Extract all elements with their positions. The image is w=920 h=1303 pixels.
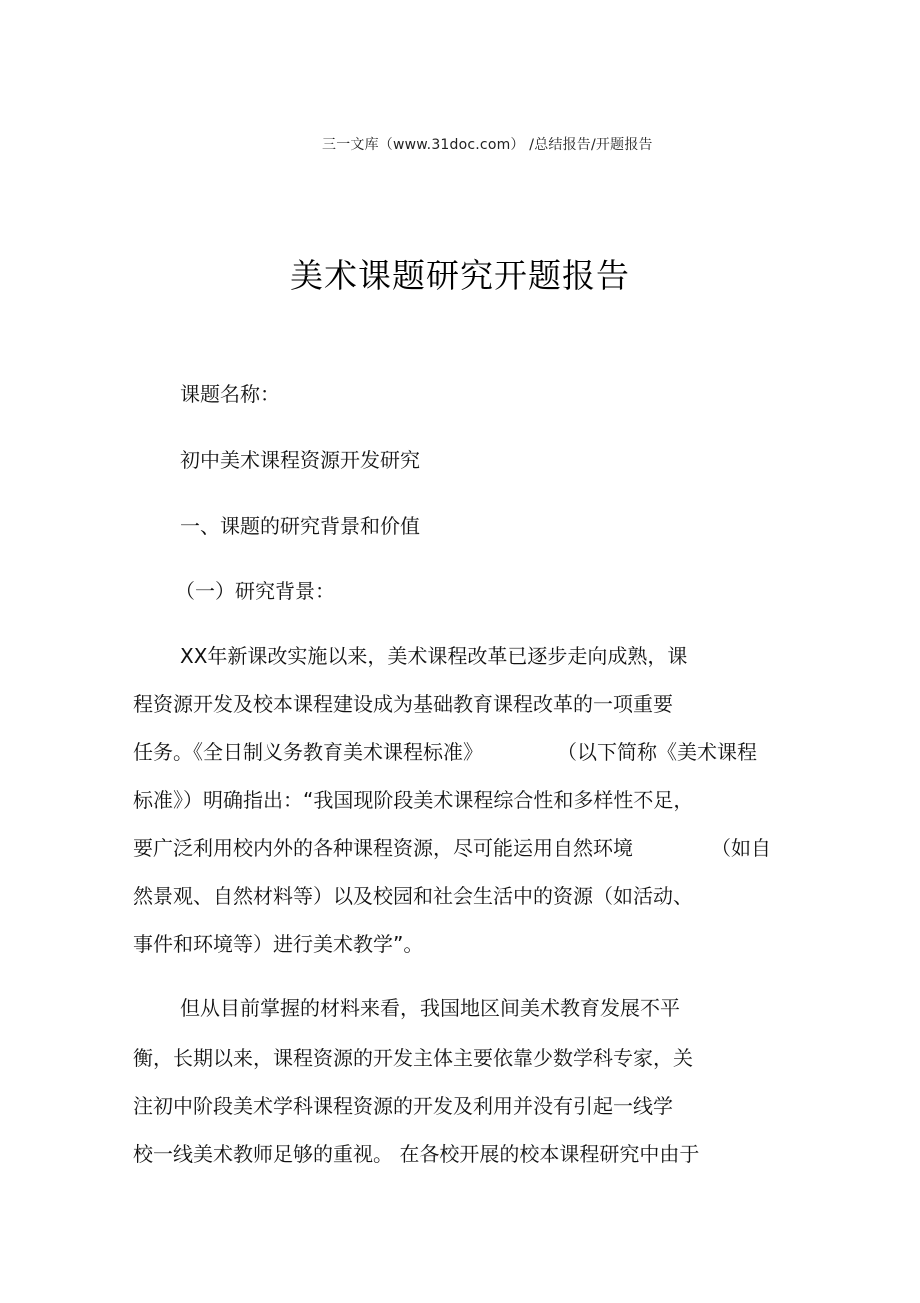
paragraph-2-line-1: 但从目前掌握的材料来看，我国地区间美术教育发展不平 bbox=[180, 996, 680, 1020]
paragraph-2-line-4: 校一线美术教师足够的重视。 在各校开展的校本课程研究中由于 bbox=[133, 1142, 700, 1166]
paragraph-1-line-5-left: 要广泛利用校内外的各种课程资源，尽可能运用自然环境 bbox=[133, 836, 633, 860]
paragraph-1-line-5-right: （如自 bbox=[711, 836, 771, 860]
paragraph-1-line-5 bbox=[133, 832, 771, 861]
topic-label: 课题名称： bbox=[180, 382, 280, 406]
paragraph-1-line-4: 标准》）明确指出：“我国现阶段美术课程综合性和多样性不足， bbox=[133, 788, 694, 812]
paragraph-2-line-2: 衡，长期以来，课程资源的开发主体主要依靠少数学科专家，关 bbox=[133, 1046, 693, 1070]
paragraph-1-line-7: 事件和环境等）进行美术教学”。 bbox=[133, 932, 424, 956]
paragraph-1-line-3-left: 任务。《全日制义务教育美术课程标准》 bbox=[133, 740, 483, 764]
subsection-heading-background: （一）研究背景： bbox=[175, 579, 335, 603]
paragraph-2-line-3: 注初中阶段美术学科课程资源的开发及利用并没有引起一线学 bbox=[133, 1094, 673, 1118]
paragraph-1-line-6: 然景观、自然材料等）以及校园和社会生活中的资源（如活动、 bbox=[133, 884, 693, 908]
topic-name: 初中美术课程资源开发研究 bbox=[180, 448, 420, 472]
paragraph-1-line-2: 程资源开发及校本课程建设成为基础教育课程改革的一项重要 bbox=[133, 692, 673, 716]
source-header: 三一文库（www.31doc.com） /总结报告/开题报告 bbox=[322, 137, 653, 153]
section-heading-background-value: 一、课题的研究背景和价值 bbox=[180, 514, 420, 538]
document-title: 美术课题研究开题报告 bbox=[290, 256, 630, 295]
paragraph-1-line-1: XX年新课改实施以来，美术课程改革已逐步走向成熟，课 bbox=[180, 644, 688, 668]
paragraph-1-line-3-right: （以下简称《美术课程 bbox=[557, 740, 757, 764]
paragraph-1-line-3 bbox=[133, 736, 757, 765]
